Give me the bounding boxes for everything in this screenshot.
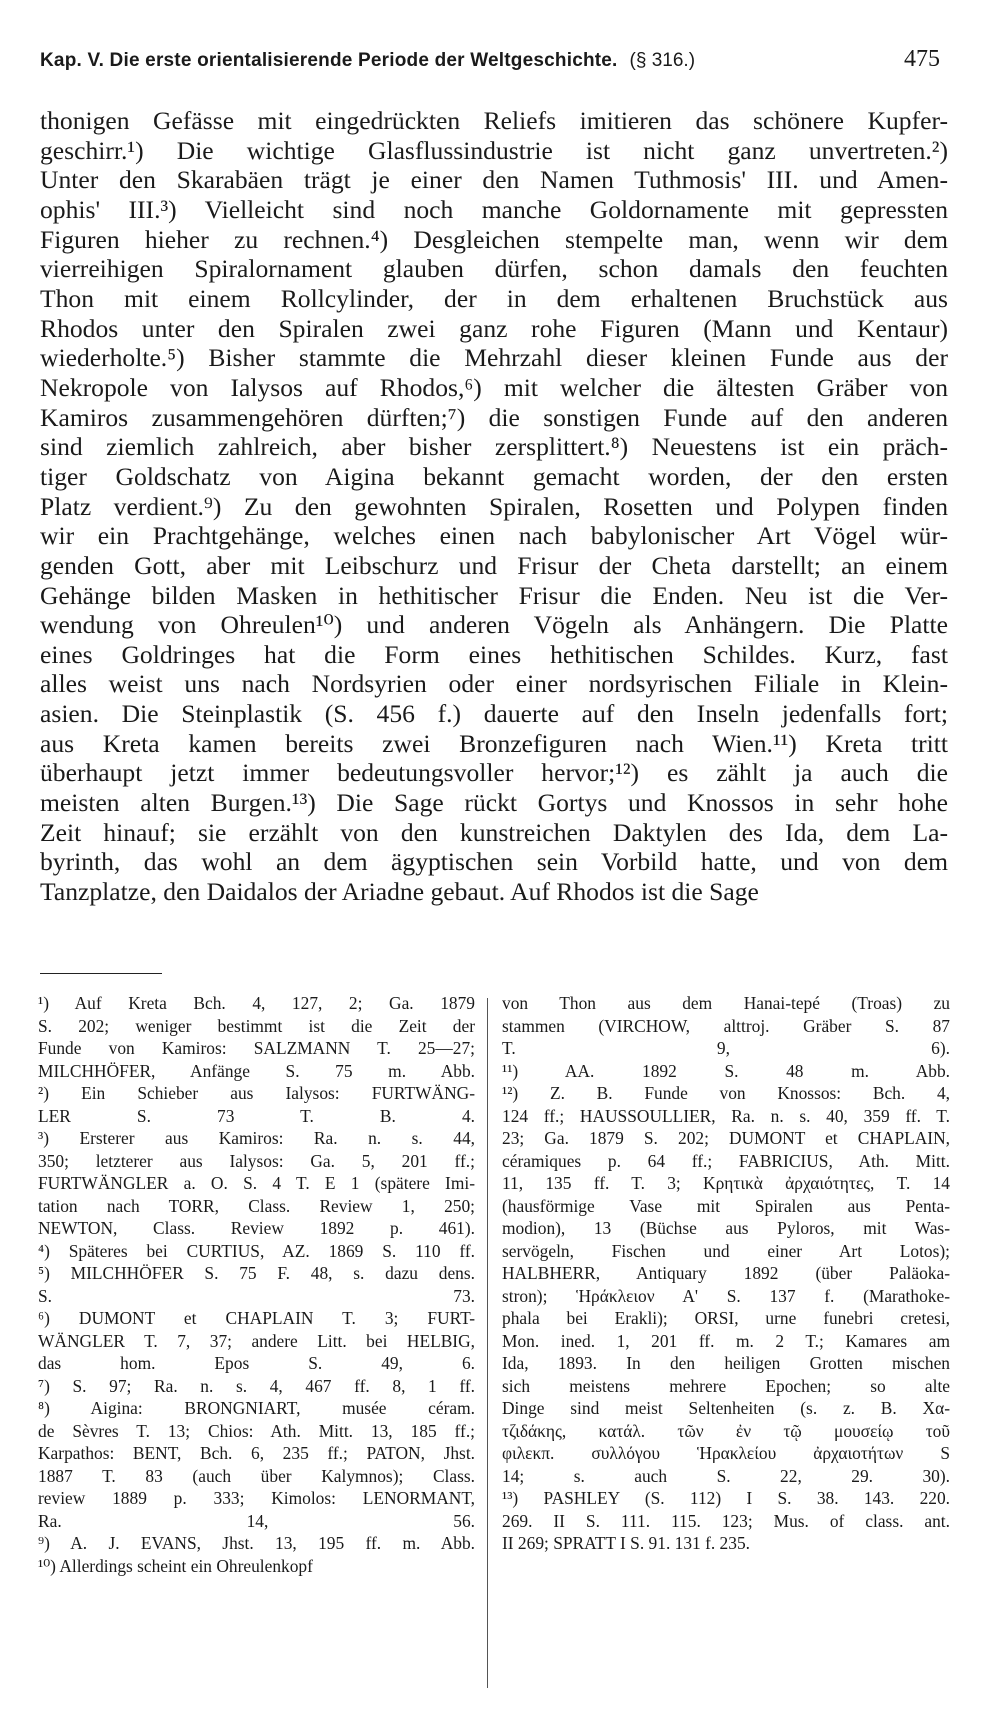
text-line: wendung von Ohreulen¹⁰) und anderen Vögeln als Anhängern. Die Platte (40, 610, 948, 640)
footnote-line: FURTWÄNGLER a. O. S. 4 T. E 1 (spätere Imi- (38, 1173, 475, 1193)
footnote-separator (40, 973, 162, 974)
footnote-line: 14; s. auch S. 22, 29. 30). (502, 1465, 950, 1486)
text-line: Nekropole von Ialysos auf Rhodos,⁶) mit welcher die ältesten Gräber von (40, 372, 948, 402)
footnote-line: modion), 13 (Büchse aus Pyloros, mit Was- (502, 1218, 950, 1238)
footnote-line: ¹²) Z. B. Funde von Knossos: Bch. 4, (502, 1083, 950, 1103)
text-line: Figuren hieher zu rechnen.⁴) Desgleichen stempelte man, wenn wir dem (40, 224, 948, 254)
footnote-line: (hausförmige Vase mit Spiralen aus Penta- (502, 1195, 950, 1216)
footnote-line: stammen (VIRCHOW, alttroj. Gräber S. 87 (502, 1015, 950, 1036)
footnote-line: Ra. 14, 56. (38, 1510, 475, 1531)
column-divider (487, 998, 488, 1688)
text-line: eines Goldringes hat die Form eines hethitischen Schildes. Kurz, fast (40, 639, 948, 669)
footnote-line: ¹) Auf Kreta Bch. 4, 127, 2; Ga. 1879 (38, 993, 475, 1013)
footnote-line: τζιδάκης, κατάλ. τῶν ἐν τῷ μουσείῳ τοῦ (502, 1420, 950, 1441)
text-line: thonigen Gefässe mit eingedrückten Reliefs imitieren das schönere Kupfer- (40, 106, 948, 135)
footnote-line: ⁹) A. J. EVANS, Jhst. 13, 195 ff. m. Abb. (38, 1533, 475, 1553)
footnote-line: 11, 135 ff. T. 3; Κρητικὰ ἀρχαιότητες, T. 14 (502, 1173, 950, 1193)
text-line: ophis' III.³) Vielleicht sind noch manche Goldornamente mit gepressten (40, 194, 948, 224)
text-line: Unter den Skarabäen trägt je einer den Namen Tuthmosis' III. und Amen- (40, 165, 948, 195)
footnote-line: HALBHERR, Antiquary 1892 (über Paläoka- (502, 1263, 950, 1283)
text-line: sind ziemlich zahlreich, aber bisher zersplittert.⁸) Neuestens ist ein präch- (40, 432, 948, 462)
footnote-line: 124 ff.; HAUSSOULLIER, Ra. n. s. 40, 359 ff. T. (502, 1105, 950, 1126)
footnote-line: von Thon aus dem Hanai-tepé (Troas) zu (502, 993, 950, 1013)
footnote-line: ¹³) PASHLEY (S. 112) I S. 38. 143. 220. (502, 1488, 950, 1508)
footnote-line: das hom. Epos S. 49, 6. (38, 1353, 475, 1373)
footnote-line: servögeln, Fischen und einer Art Lotos); (502, 1240, 950, 1261)
footnote-line: ⁴) Späteres bei CURTIUS, AZ. 1869 S. 110 ff. (38, 1240, 475, 1261)
footnote-line: S. 73. (38, 1285, 475, 1306)
footnote-line: céramiques p. 64 ff.; FABRICIUS, Ath. Mitt. (502, 1150, 950, 1171)
footnote-line: Mon. ined. 1, 201 ff. m. 2 T.; Kamares am (502, 1330, 950, 1351)
footnote-line: ²) Ein Schieber aus Ialysos: FURTWÄNG- (38, 1083, 475, 1103)
text-line: meisten alten Burgen.¹³) Die Sage rückt Gortys und Knossos in sehr hohe (40, 788, 948, 818)
footnote-line: ¹⁰) Allerdings scheint ein Ohreulenkopf (38, 1555, 313, 1576)
footnote-line: NEWTON, Class. Review 1892 p. 461). (38, 1218, 475, 1238)
text-line: geschirr.¹) Die wichtige Glasflussindustrie ist nicht ganz unvertreten.²) (40, 135, 948, 165)
footnote-line: 23; Ga. 1879 S. 202; DUMONT et CHAPLAIN, (502, 1128, 950, 1148)
text-line: alles weist uns nach Nordsyrien oder einer nordsyrischen Filiale in Klein- (40, 669, 948, 699)
footnote-line: ¹¹) AA. 1892 S. 48 m. Abb. (502, 1060, 950, 1081)
text-line: Rhodos unter den Spiralen zwei ganz rohe Figuren (Mann und Kentaur) (40, 313, 948, 343)
footnote-line: Karpathos: BENT, Bch. 6, 235 ff.; PATON, Jhst. (38, 1443, 475, 1463)
footnote-line: ⁶) DUMONT et CHAPLAIN T. 3; FURT- (38, 1308, 475, 1328)
text-line: Thon mit einem Rollcylinder, der in dem erhaltenen Bruchstück aus (40, 283, 948, 313)
footnote-line: de Sèvres T. 13; Chios: Ath. Mitt. 13, 185 ff.; (38, 1420, 475, 1441)
footnote-line: 350; letzterer aus Ialysos: Ga. 5, 201 ff.; (38, 1150, 475, 1171)
footnote-line: stron); Ἡράκλειον Α' S. 137 f. (Marathoke- (502, 1285, 950, 1306)
page-number: 475 (904, 46, 940, 72)
footnote-line: phala bei Erakli); ORSI, urne funebri cretesi, (502, 1308, 950, 1328)
footnotes-right-column (502, 992, 950, 1555)
footnote-line: ⁸) Aigina: BRONGNIART, musée céram. (38, 1398, 475, 1418)
footnote-line: φιλεκπ. συλλόγου Ἡρακλείου ἀρχαιοτήτων S (502, 1443, 950, 1463)
text-line: wiederholte.⁵) Bisher stammte die Mehrzahl dieser kleinen Funde aus der (40, 343, 948, 373)
footnote-line: ⁵) MILCHHÖFER S. 75 F. 48, s. dazu dens. (38, 1263, 475, 1283)
footnotes-left-column (38, 992, 475, 1577)
footnote-line: Funde von Kamiros: SALZMANN T. 25—27; (38, 1038, 475, 1058)
footnote-line: ⁷) S. 97; Ra. n. s. 4, 467 ff. 8, 1 ff. (38, 1375, 475, 1396)
main-text-block (40, 106, 948, 907)
text-line: Gehänge bilden Masken in hethitischer Frisur die Enden. Neu ist die Ver- (40, 580, 948, 610)
running-header (40, 46, 940, 80)
text-line: Tanzplatze, den Daidalos der Ariadne gebaut. Auf Rhodos ist die Sage (40, 877, 759, 907)
text-line: vierreihigen Spiralornament glauben dürfen, schon damals den feuchten (40, 254, 948, 284)
section-number: (§ 316.) (629, 50, 696, 71)
text-line: tiger Goldschatz von Aigina bekannt gemacht worden, der den ersten (40, 461, 948, 491)
footnote-line: ³) Ersterer aus Kamiros: Ra. n. s. 44, (38, 1128, 475, 1148)
footnote-line: MILCHHÖFER, Anfänge S. 75 m. Abb. (38, 1060, 475, 1081)
footnote-line: LER S. 73 T. B. 4. (38, 1105, 475, 1126)
footnote-line: tation nach TORR, Class. Review 1, 250; (38, 1195, 475, 1216)
footnote-line: sich meistens mehrere Epochen; so alte (502, 1375, 950, 1396)
footnote-line: WÄNGLER T. 7, 37; andere Litt. bei HELBIG, (38, 1330, 475, 1351)
footnote-line: review 1889 p. 333; Kimolos: LENORMANT, (38, 1488, 475, 1508)
text-line: Kamiros zusammengehören dürften;⁷) die sonstigen Funde auf den anderen (40, 402, 948, 432)
text-line: byrinth, das wohl an dem ägyptischen sein Vorbild hatte, und von dem (40, 847, 948, 877)
footnote-line: S. 202; weniger bestimmt ist die Zeit der (38, 1015, 475, 1036)
chapter-title: Kap. V. Die erste orientalisierende Periode der Weltgeschichte. (40, 50, 618, 71)
footnote-line: 269. II S. 111. 115. 123; Mus. of class. ant. (502, 1510, 950, 1531)
text-line: aus Kreta kamen bereits zwei Bronzefiguren nach Wien.¹¹) Kreta tritt (40, 728, 948, 758)
text-line: Zeit hinauf; sie erzählt von den kunstreichen Daktylen des Ida, dem La- (40, 817, 948, 847)
footnote-line: Dinge sind meist Seltenheiten (s. z. B. Χα- (502, 1398, 950, 1418)
text-line: überhaupt jetzt immer bedeutungsvoller hervor;¹²) es zählt ja auch die (40, 758, 948, 788)
text-line: asien. Die Steinplastik (S. 456 f.) dauerte auf den Inseln jedenfalls fort; (40, 699, 948, 729)
text-line: Platz verdient.⁹) Zu den gewohnten Spiralen, Rosetten und Polypen finden (40, 491, 948, 521)
footnote-line: Ida, 1893. In den heiligen Grotten mischen (502, 1353, 950, 1373)
footnote-line: 1887 T. 83 (auch über Kalymnos); Class. (38, 1465, 475, 1486)
text-line: genden Gott, aber mit Leibschurz und Frisur der Cheta darstellt; an einem (40, 550, 948, 580)
text-line: wir ein Prachtgehänge, welches einen nach babylonischer Art Vögel wür- (40, 521, 948, 551)
footnote-line: T. 9, 6). (502, 1038, 950, 1058)
footnote-line: II 269; SPRATT I S. 91. 131 f. 235. (502, 1533, 750, 1553)
